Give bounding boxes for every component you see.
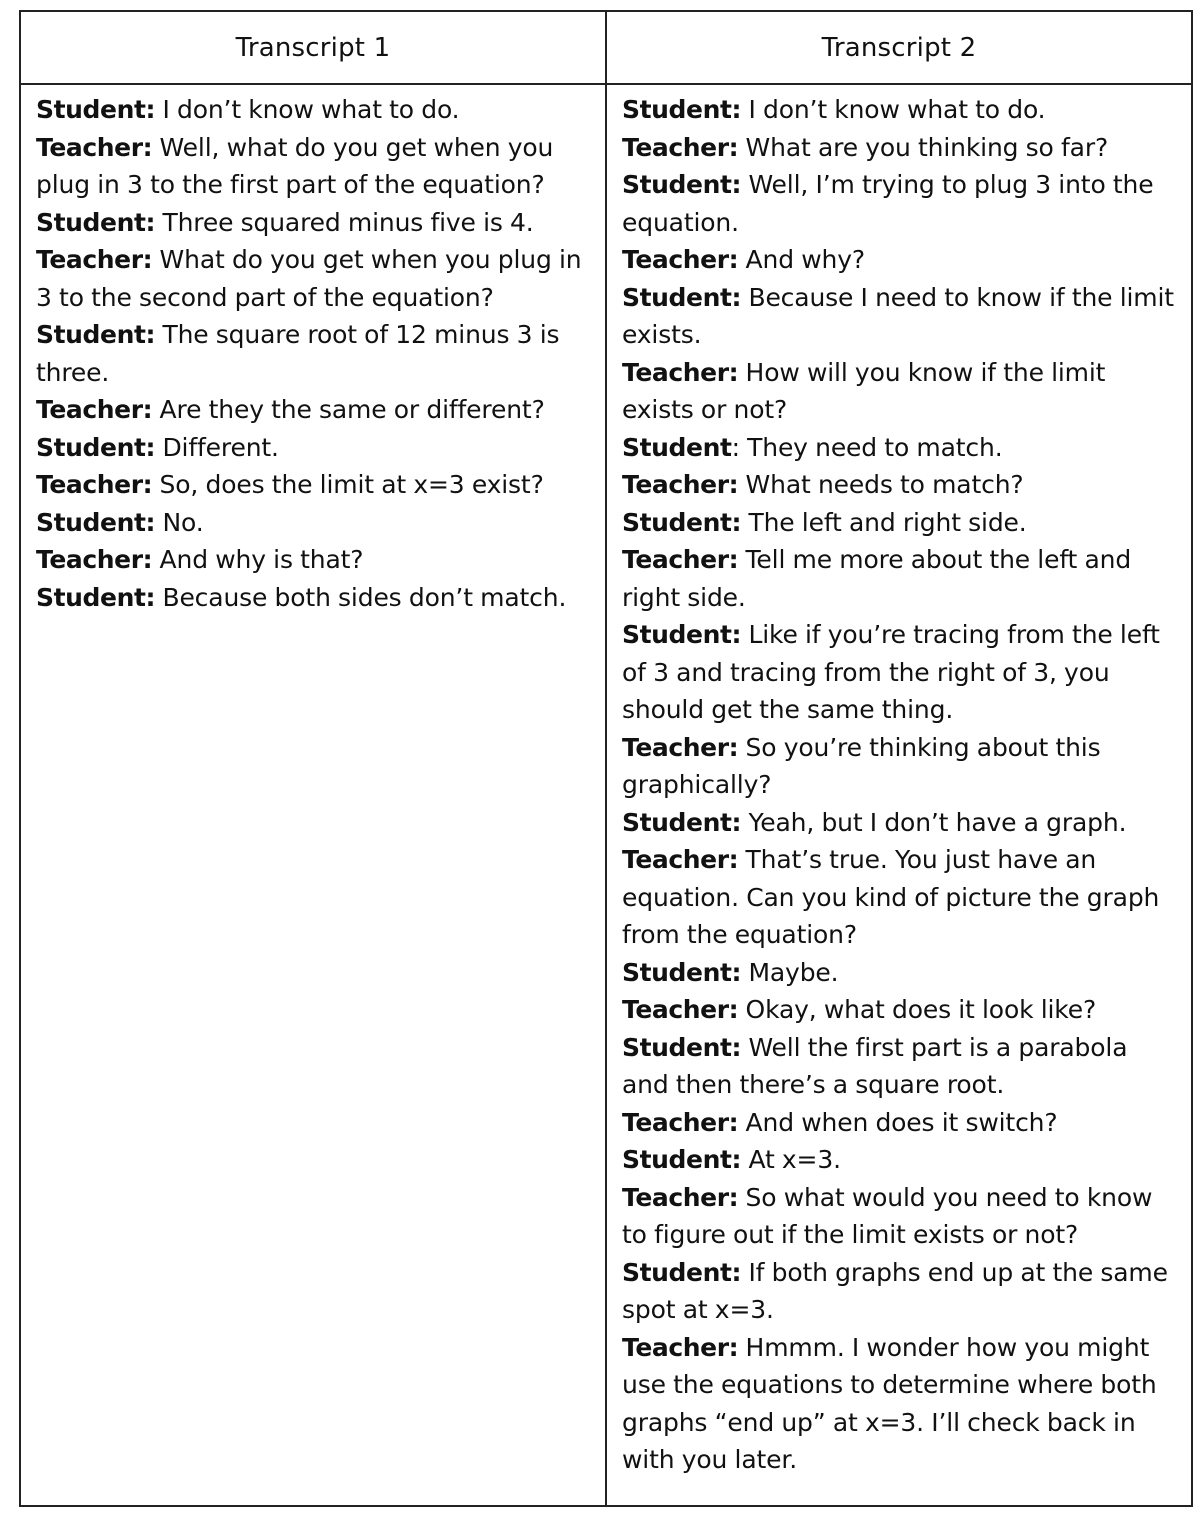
speaker-label: Teacher: — [36, 132, 153, 162]
speaker-label: Teacher: — [622, 732, 739, 762]
speaker-label: Student: — [36, 432, 156, 462]
header-transcript-1: Transcript 1 — [20, 11, 606, 84]
utterance-text: Maybe. — [741, 957, 839, 987]
dialogue-line — [622, 1179, 1177, 1254]
dialogue-line — [36, 541, 591, 579]
dialogue-line — [622, 504, 1177, 542]
utterance-text: Different. — [155, 432, 279, 462]
utterance-text: So, does the limit at x=3 exist? — [152, 470, 544, 499]
utterance-text: That’s true. You just have an equation. Can you kind of picture the graph from the equation? — [622, 845, 1160, 949]
utterance-text: : They need to match. — [731, 432, 1003, 462]
header-row — [20, 11, 1192, 84]
utterance-text: Yeah, but I don’t have a graph. — [741, 807, 1127, 837]
speaker-label: Student: — [36, 95, 156, 124]
utterance-text: Well the first part is a parabola and then there’s a square root. — [622, 1032, 1128, 1099]
utterance-text: So you’re thinking about this graphically? — [622, 732, 1101, 799]
utterance-text: Because I need to know if the limit exists. — [622, 282, 1174, 349]
speaker-label: Student: — [622, 95, 742, 124]
dialogue-line — [622, 466, 1177, 504]
utterance-text: Well, what do you get when you plug in 3 to the first part of the equation? — [36, 132, 554, 199]
dialogue-line — [622, 616, 1177, 729]
speaker-label: Teacher: — [622, 245, 739, 274]
speaker-label: Student: — [622, 957, 742, 987]
dialogue-line — [36, 466, 591, 504]
utterance-text: No. — [155, 507, 204, 537]
speaker-label: Teacher: — [622, 545, 739, 574]
transcript-2-cell — [606, 84, 1192, 1506]
utterance-text: The left and right side. — [741, 507, 1027, 537]
dialogue-line — [622, 241, 1177, 279]
speaker-label: Student: — [36, 320, 156, 349]
utterance-text: Well, I’m trying to plug 3 into the equation. — [622, 170, 1154, 237]
utterance-text: And why is that? — [152, 545, 364, 574]
dialogue-line — [622, 279, 1177, 354]
speaker-label: Teacher: — [36, 545, 153, 574]
speaker-label: Student: — [622, 170, 742, 199]
speaker-label: Teacher: — [36, 245, 153, 274]
speaker-label: Student: — [622, 1145, 742, 1174]
dialogue-line — [36, 316, 591, 391]
speaker-label: Teacher: — [622, 1332, 739, 1362]
utterance-text: I don’t know what to do. — [741, 95, 1046, 124]
dialogue-line — [622, 1254, 1177, 1329]
speaker-label: Student — [622, 432, 732, 462]
dialogue-line — [622, 1329, 1177, 1479]
dialogue-line — [36, 204, 591, 242]
header-transcript-2: Transcript 2 — [606, 11, 1192, 84]
speaker-label: Student: — [622, 1032, 742, 1062]
utterance-text: What needs to match? — [738, 470, 1024, 499]
speaker-label: Teacher: — [622, 1107, 739, 1137]
utterance-text: Three squared minus five is 4. — [155, 207, 534, 237]
speaker-label: Student: — [36, 207, 156, 237]
dialogue-line — [622, 1141, 1177, 1179]
utterance-text: The square root of 12 minus 3 is three. — [36, 320, 560, 387]
dialogue-line — [622, 954, 1177, 992]
utterance-text: Like if you’re tracing from the left of 3 and tracing from the right of 3, you should get the same thing. — [622, 620, 1160, 724]
speaker-label: Teacher: — [622, 132, 739, 162]
dialogue-line — [36, 241, 591, 316]
speaker-label: Teacher: — [622, 1182, 739, 1212]
utterance-text: Are they the same or different? — [152, 395, 545, 424]
dialogue-line — [36, 504, 591, 542]
utterance-text: If both graphs end up at the same spot at x=3. — [622, 1257, 1168, 1324]
dialogue-line — [622, 804, 1177, 842]
speaker-label: Student: — [622, 1257, 742, 1287]
dialogue-line — [622, 1029, 1177, 1104]
utterance-text: And why? — [738, 245, 865, 274]
utterance-text: Hmmm. I wonder how you might use the equations to determine where both graphs “end up” at x=3. I’ll check back in with you later. — [622, 1332, 1157, 1474]
dialogue-line — [622, 129, 1177, 167]
speaker-label: Student: — [622, 507, 742, 537]
utterance-text: I don’t know what to do. — [155, 95, 460, 124]
utterance-text: Because both sides don’t match. — [155, 582, 567, 612]
utterance-text: At x=3. — [741, 1145, 841, 1174]
speaker-label: Teacher: — [622, 995, 739, 1024]
dialogue-line — [36, 391, 591, 429]
dialogue-line — [36, 429, 591, 467]
utterance-text: Tell me more about the left and right side. — [622, 545, 1132, 612]
dialogue-line — [36, 579, 591, 617]
utterance-text: How will you know if the limit exists or not? — [622, 357, 1106, 424]
utterance-text: So what would you need to know to figure out if the limit exists or not? — [622, 1182, 1153, 1249]
utterance-text: And when does it switch? — [738, 1107, 1058, 1137]
body-row — [20, 84, 1192, 1506]
dialogue-line — [36, 91, 591, 129]
utterance-text: What do you get when you plug in 3 to the second part of the equation? — [36, 245, 582, 312]
dialogue-line — [36, 129, 591, 204]
dialogue-line — [622, 541, 1177, 616]
dialogue-line — [622, 841, 1177, 954]
speaker-label: Student: — [36, 507, 156, 537]
speaker-label: Student: — [36, 582, 156, 612]
speaker-label: Teacher: — [36, 470, 153, 499]
transcript-1-cell — [20, 84, 606, 1506]
speaker-label: Teacher: — [36, 395, 153, 424]
dialogue-line — [622, 991, 1177, 1029]
speaker-label: Student: — [622, 282, 742, 312]
utterance-text: What are you thinking so far? — [738, 132, 1109, 162]
speaker-label: Teacher: — [622, 470, 739, 499]
dialogue-line — [622, 729, 1177, 804]
speaker-label: Student: — [622, 807, 742, 837]
speaker-label: Student: — [622, 620, 742, 649]
speaker-label: Teacher: — [622, 357, 739, 387]
speaker-label: Teacher: — [622, 845, 739, 874]
dialogue-line — [622, 166, 1177, 241]
dialogue-line — [622, 1104, 1177, 1142]
dialogue-line — [622, 429, 1177, 467]
dialogue-line — [622, 354, 1177, 429]
transcript-comparison-table — [19, 10, 1193, 1507]
utterance-text: Okay, what does it look like? — [738, 995, 1097, 1024]
dialogue-line — [622, 91, 1177, 129]
